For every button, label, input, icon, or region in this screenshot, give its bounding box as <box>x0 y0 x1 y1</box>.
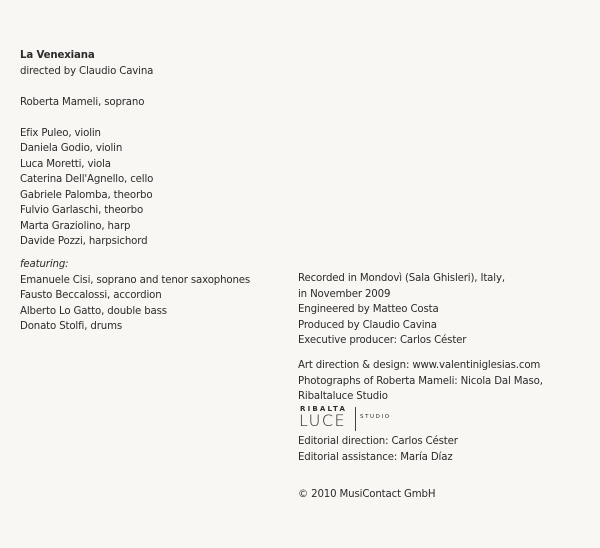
art-line: Photographs of Roberta Mameli: Nicola Dal Maso, <box>298 375 543 387</box>
recording-line: Engineered by Matteo Costa <box>298 304 439 315</box>
logo-main: LUCE <box>299 411 347 430</box>
soloist: Roberta Mameli, soprano <box>20 96 145 108</box>
featured-artist: Fausto Beccalossi, accordion <box>20 290 162 301</box>
recording-line: in November 2009 <box>298 288 391 300</box>
art-line: Art direction & design: www.valentiniglesias.com <box>298 360 541 371</box>
member: Davide Pozzi, harpsichord <box>20 236 148 247</box>
recording-line: Executive producer: Carlos Céster <box>298 335 467 346</box>
ensemble-credits <box>20 48 250 335</box>
logo-top: RIBALTA <box>300 405 348 413</box>
logo-side: STUDIO <box>360 414 391 420</box>
member: Marta Graziolino, harp <box>20 220 131 232</box>
editorial-line: Editorial direction: Carlos Céster <box>298 436 458 447</box>
director: directed by Claudio Cavina <box>20 65 154 77</box>
member: Daniela Godio, violin <box>20 143 123 154</box>
editorial-line: Editorial assistance: María Díaz <box>298 451 453 463</box>
member: Luca Moretti, viola <box>20 158 111 170</box>
featured-artist: Donato Stolfi, drums <box>20 321 123 332</box>
production-credits <box>298 271 543 405</box>
ensemble-name: La Venexiana <box>20 50 95 61</box>
member: Efix Puleo, violin <box>20 127 101 139</box>
member: Gabriele Palomba, theorbo <box>20 189 153 201</box>
featuring-label: featuring: <box>20 259 69 270</box>
featured-artist: Alberto Lo Gatto, double bass <box>20 305 167 317</box>
featured-artist: Emanuele Cisi, soprano and tenor saxophones <box>20 274 251 286</box>
ribaltaluce-logo <box>299 405 399 433</box>
member: Fulvio Garlaschi, theorbo <box>20 205 144 216</box>
art-line: Ribaltaluce Studio <box>298 391 388 402</box>
copyright: © 2010 MusiContact GmbH <box>298 488 436 500</box>
editorial-credits <box>298 434 458 502</box>
recording-line: Recorded in Mondovì (Sala Ghisleri), Italy, <box>298 273 505 284</box>
recording-line: Produced by Claudio Cavina <box>298 319 437 331</box>
member: Caterina Dell'Agnello, cello <box>20 174 154 185</box>
